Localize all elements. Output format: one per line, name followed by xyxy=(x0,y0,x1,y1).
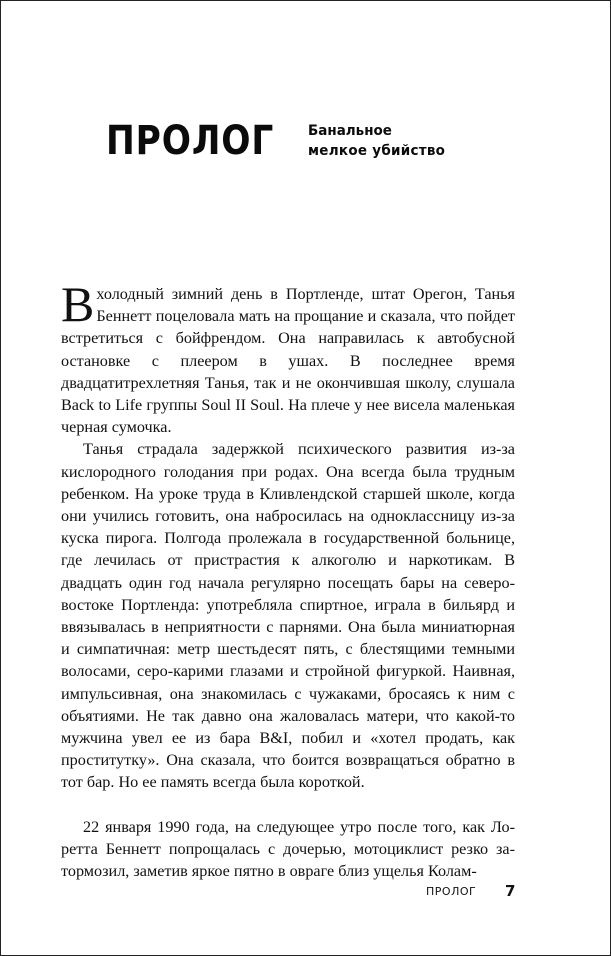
section-gap xyxy=(61,794,515,816)
chapter-title: ПРОЛОГ xyxy=(106,118,275,164)
paragraph-3: 22 января 1990 года, на следующее утро после того, как Лоретта Беннетт попрощалась с дочерью, мотоциклист резко затормозил, заметив яркое пятно в овраге близ ущелья Колам- xyxy=(61,817,515,881)
paragraph-1 xyxy=(61,276,515,438)
subtitle-line-1: Банальное xyxy=(308,123,392,139)
page-footer xyxy=(1,881,611,905)
chapter-subtitle xyxy=(308,121,445,161)
paragraph-1-text: холодный зимний день в Портленде, штат Орегон, Танья Беннетт поцеловала мать на прощание и сказала, что пойдет встретиться с бойфрендом. Она направилась к автобусной остановке с плеером в ушах. В последнее время двадцатитрехлетняя Танья, так и не окончившая школу, слушала Back to Life группы Soul II Soul. На плече у нее висела маленькая черная сумочка. xyxy=(61,285,515,437)
page-number: 7 xyxy=(505,882,516,900)
subtitle-line-2: мелкое убийство xyxy=(308,143,446,159)
paragraph-2: Танья страдала задержкой психического развития из-за кислородного голодания при родах. Она всегда была трудным ребенком. На уроке труда в Кливлендской старшей школе, когда они учились готовить, она набросилась на одноклассницу из-за куска пирога. Полгода пролежала в государственной больнице, где лечилась от пристрастия к алкоголю и наркотикам. В двадцать один год начала регулярно посещать бары на северо-востоке Портленда: употребляла спиртное, играла в бильярд и ввязывалась в неприятности с парнями. Она была миниатюрная и симпатичная: метр шестьдесят пять, с блестящими темными волосами, серо-карими глазами и стройной фигуркой. Наивная, импульсивная, она знакомилась с чужаками, бросаясь к ним с объятиями. Не так давно она жаловалась матери, что какой-то мужчина увел ее из бара B&I, побил и «хотел продать, как проститутку». Она сказала, что боится возвращаться обратно в тот бар. Но ее память всегда была короткой. xyxy=(61,440,515,792)
body-text xyxy=(61,276,515,882)
drop-cap: В xyxy=(61,276,95,332)
running-head: ПРОЛОГ xyxy=(426,885,477,898)
chapter-header xyxy=(106,119,536,179)
